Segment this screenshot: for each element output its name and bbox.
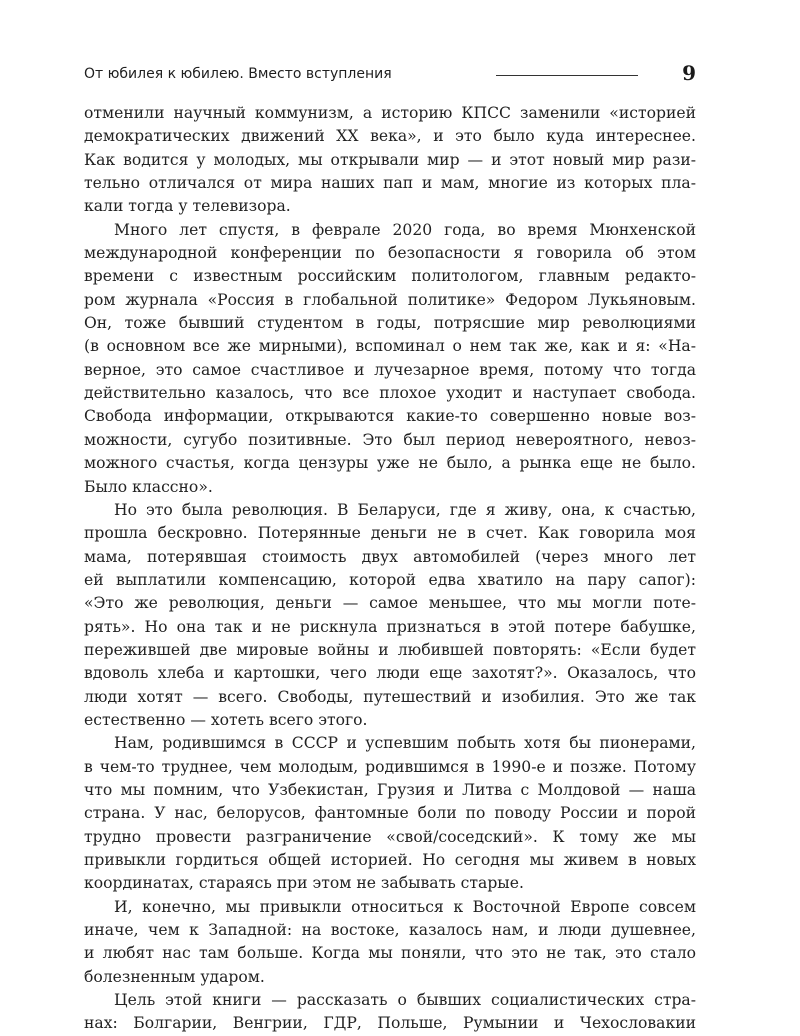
text-line: Было классно». — [84, 477, 213, 496]
text-line: иначе, чем к Западной: на востоке, казалось нам, и люди душевнее, — [84, 921, 696, 940]
text-line: Он, тоже бывший студентом в годы, потрясшие мир революциями — [84, 314, 696, 333]
text-line: ей выплатили компенсацию, которой едва хватило на пару сапог): — [84, 570, 696, 589]
text-line: привыкли гордиться общей историей. Но сегодня мы живем в новых — [84, 851, 696, 869]
text-line: международной конференции по безопасности я говорила об этом — [84, 244, 696, 263]
text-line: Много лет спустя, в феврале 2020 года, во время Мюнхенской — [114, 220, 696, 239]
text-line: страна. У нас, белорусов, фантомные боли по поводу России и порой — [84, 804, 696, 823]
text-line: люди хотят — всего. Свободы, путешествий и изобилия. Это же так — [84, 687, 696, 706]
text-line: мама, потерявшая стоимость двух автомобилей (через много лет — [84, 547, 696, 566]
text-line: действительно казалось, что все плохое уходит и наступает свобода. — [84, 384, 696, 403]
text-line: И, конечно, мы привыкли относиться к Восточной Европе совсем — [114, 897, 696, 916]
text-line: что мы помним, что Узбекистан, Грузия и Литва с Молдовой — наша — [84, 780, 696, 799]
text-line: ром журнала «Россия в глобальной политике» Федором Лукьяновым. — [84, 290, 696, 309]
text-line: Но это была революция. В Беларуси, где я живу, она, к счастью, — [114, 500, 696, 519]
text-line: можности, сугубо позитивные. Это был период невероятного, невоз- — [84, 430, 696, 449]
text-line: времени с известным российским политологом, главным редакто- — [84, 267, 696, 286]
text-line: можного счастья, когда цензуры уже не было, а рынка еще не было. — [84, 454, 696, 473]
text-line: пережившей две мировые войны и любившей повторять: «Если будет — [84, 640, 696, 659]
text-line: болезненным ударом. — [84, 967, 265, 986]
text-line: трудно провести разграничение «свой/соседский». К тому же мы — [84, 827, 696, 846]
text-line: Как водится у молодых, мы открывали мир — и этот новый мир рази- — [84, 150, 696, 169]
header-rule — [496, 75, 638, 76]
text-line: Цель этой книги — рассказать о бывших социалистических стра- — [114, 991, 696, 1010]
text-line: в чем-то труднее, чем молодым, родившимся в 1990-е и позже. Потому — [84, 757, 696, 776]
text-line: «Это же революция, деньги — самое меньшее, что мы могли потe- — [84, 594, 696, 613]
page-number: 9 — [682, 61, 696, 85]
text-line: отменили научный коммунизм, а историю КПСС заменили «историей — [84, 104, 696, 122]
text-line: Нам, родившимся в СССР и успевшим побыть хотя бы пионерами, — [114, 734, 696, 753]
running-title: От юбилея к юбилею. Вместо вступления — [84, 66, 392, 82]
text-line: координатах, стараясь при этом не забывать старые. — [84, 874, 524, 893]
body-text — [84, 102, 696, 1036]
text-line: прошла бескровно. Потерянные деньги не в счет. Как говорила моя — [84, 524, 696, 543]
text-line: рять». Но она так и не рискнула признаться в этой потере бабушке, — [84, 617, 696, 636]
text-line: кали тогда у телевизора. — [84, 197, 291, 216]
text-line: (в основном все же мирными), вспоминал о нем так же, как и я: «На- — [84, 337, 696, 356]
text-line: верное, это самое счастливое и лучезарное время, потому что тогда — [84, 360, 696, 379]
text-line: демократических движений XX века», и это было куда интереснее. — [84, 127, 696, 146]
text-line: естественно — хотеть всего этого. — [84, 710, 368, 729]
running-header — [84, 61, 696, 88]
text-line: тельно отличался от мира наших пап и мам, многие из которых пла- — [84, 174, 696, 193]
text-line: и любят нас там больше. Когда мы поняли, что это не так, это стало — [84, 944, 696, 963]
text-line: Свобода информации, открываются какие-то совершенно новые воз- — [84, 407, 696, 426]
text-line: вдоволь хлеба и картошки, чего люди еще захотят?». Оказалось, что — [84, 664, 696, 683]
text-line: нах: Болгарии, Венгрии, ГДР, Польше, Румынии и Чехословакии — [84, 1014, 696, 1033]
